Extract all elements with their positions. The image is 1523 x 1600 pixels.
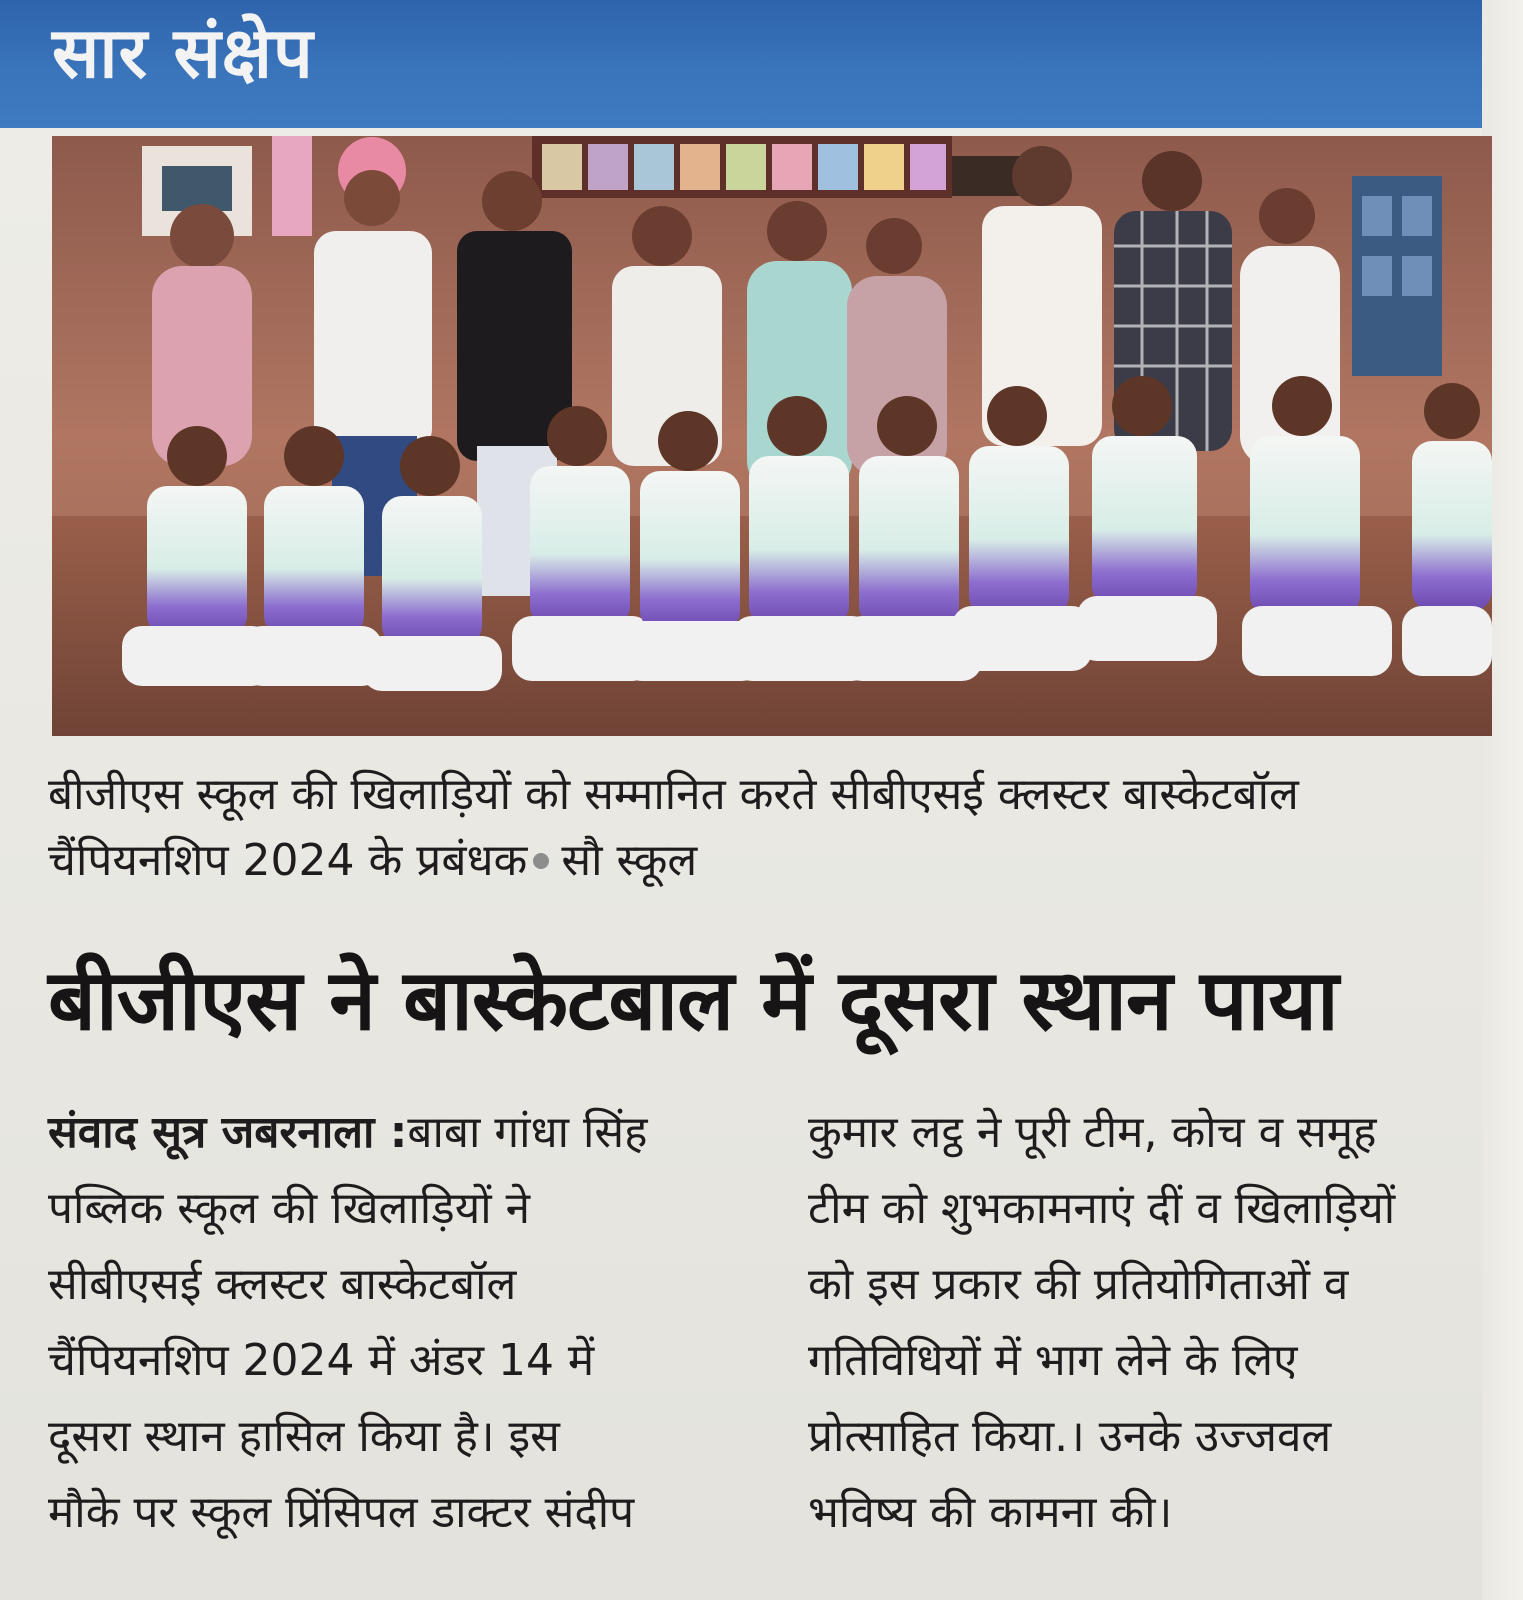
section-title: सार संक्षेप	[52, 12, 314, 94]
caption-line-1: बीजीएस स्कूल की खिलाड़ियों को सम्मानित करते सीबीएसई क्लस्टर बास्केटबॉल	[48, 769, 1299, 820]
article-line: भविष्य की कामना की।	[808, 1487, 1173, 1538]
article-line: चैंपियनशिप 2024 में अंडर 14 में	[48, 1335, 595, 1386]
section-header	[0, 0, 1482, 128]
team-photo	[52, 136, 1492, 736]
bullet-icon	[533, 853, 549, 869]
article-line	[48, 1095, 728, 1171]
photo-credit: सौ स्कूल	[561, 835, 698, 886]
article-line: सीबीएसई क्लस्टर बास्केटबॉल	[48, 1259, 517, 1310]
article-line: दूसरा स्थान हासिल किया है। इस	[48, 1411, 560, 1462]
photo-caption	[48, 762, 1448, 894]
article-headline: बीजीएस ने बास्केटबाल में दूसरा स्थान पाया	[48, 951, 1338, 1049]
article-line: टीम को शुभकामनाएं दीं व खिलाड़ियों	[808, 1183, 1396, 1234]
article-line: कुमार लट्ठ ने पूरी टीम, कोच व समूह	[808, 1107, 1377, 1158]
dateline: संवाद सूत्र जबरनाला :	[48, 1107, 408, 1158]
article-line: गतिविधियों में भाग लेने के लिए	[808, 1335, 1298, 1386]
article-line: प्रोत्साहित किया.। उनके उज्जवल	[808, 1411, 1332, 1462]
article-line: पब्लिक स्कूल की खिलाड़ियों ने	[48, 1183, 531, 1234]
article-line: को इस प्रकार की प्रतियोगिताओं व	[808, 1259, 1349, 1310]
article-line: मौके पर स्कूल प्रिंसिपल डाक्टर संदीप	[48, 1487, 635, 1538]
team-photo-illustration	[52, 136, 1492, 736]
caption-line-2: चैंपियनशिप 2024 के प्रबंधक	[48, 835, 528, 886]
article-column-right	[808, 1095, 1488, 1551]
article-line-text: बाबा गांधा सिंह	[407, 1107, 648, 1158]
article-column-left	[48, 1095, 728, 1551]
